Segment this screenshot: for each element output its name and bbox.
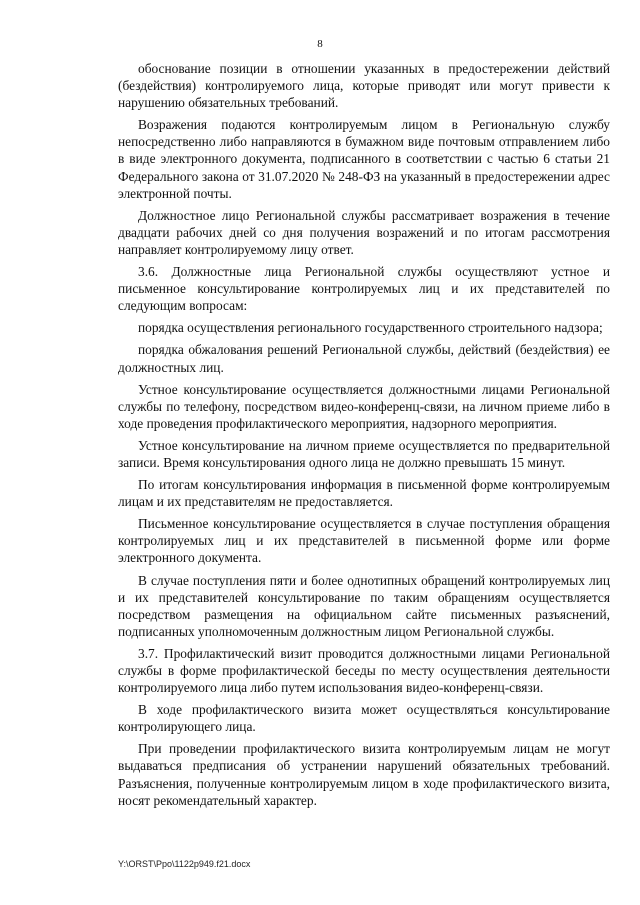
paragraph: обоснование позиции в отношении указанных в предостережении действий (бездействия) контролируемого лица, которые приводят или могут привести к нарушению обязательных требований. bbox=[118, 61, 610, 111]
document-body bbox=[118, 60, 610, 814]
page-number: 8 bbox=[317, 38, 323, 50]
paragraph: В ходе профилактического визита может осуществляться консультирование контролирующего лица. bbox=[118, 702, 610, 735]
paragraph: По итогам консультирования информация в письменной форме контролируемым лицам и их представителям не предоставляется. bbox=[118, 477, 610, 510]
paragraph: Письменное консультирование осуществляется в случае поступления обращения контролируемых лиц и их представителей в письменной форме или форме электронного документа. bbox=[118, 516, 610, 566]
paragraph: порядка осуществления регионального государственного строительного надзора; bbox=[138, 320, 603, 336]
paragraph: В случае поступления пяти и более однотипных обращений контролируемых лиц и их представителей консультирование по таким обращениям осуществляется посредством размещения на официальном сайте письменных разъяснений, подписанных уполномоченным должностным лицом Региональной службы. bbox=[118, 572, 610, 639]
paragraph: 3.6. Должностные лица Региональной службы осуществляют устное и письменное консультирование контролируемых лиц и их представителей по следующим вопросам: bbox=[118, 264, 610, 314]
paragraph: При проведении профилактического визита контролируемым лицам не могут выдаваться предписания об устранении нарушений обязательных требований. Разъяснения, полученные контролируемым лицом в ходе профилактического визита, носят рекомендательный характер. bbox=[118, 741, 610, 808]
paragraph: 3.7. Профилактический визит проводится должностными лицами Региональной службы в форме профилактической беседы по месту осуществления деятельности контролируемого лица либо путем использования видео-конференц-связи. bbox=[118, 645, 610, 696]
paragraph: порядка обжалования решений Региональной службы, действий (бездействия) ее должностных лиц. bbox=[118, 342, 610, 375]
paragraph: Должностное лицо Региональной службы рассматривает возражения в течение двадцати рабочих дней со дня получения возражений и по итогам рассмотрения направляет контролируемому лицу ответ. bbox=[118, 207, 610, 257]
file-path-footer: Y:\ORST\Ppo\1122p949.f21.docx bbox=[118, 859, 251, 869]
paragraph: Возражения подаются контролируемым лицом в Региональную службу непосредственно либо направляются в бумажном виде почтовым отправлением либо в виде электронного документа, подписанного в соответствии с частью 6 статьи 21 Федерального закона от 31.07.2020 № 248-ФЗ на указанный в предостережении адрес электронной почты. bbox=[118, 117, 610, 201]
paragraph: Устное консультирование осуществляется должностными лицами Региональной службы по телефону, посредством видео-конференц-связи, на личном приеме либо в ходе проведения профилактического мероприятия, надзорного мероприятия. bbox=[118, 381, 610, 431]
paragraph: Устное консультирование на личном приеме осуществляется по предварительной записи. Время консультирования одного лица не должно превышать 15 минут. bbox=[118, 437, 610, 470]
